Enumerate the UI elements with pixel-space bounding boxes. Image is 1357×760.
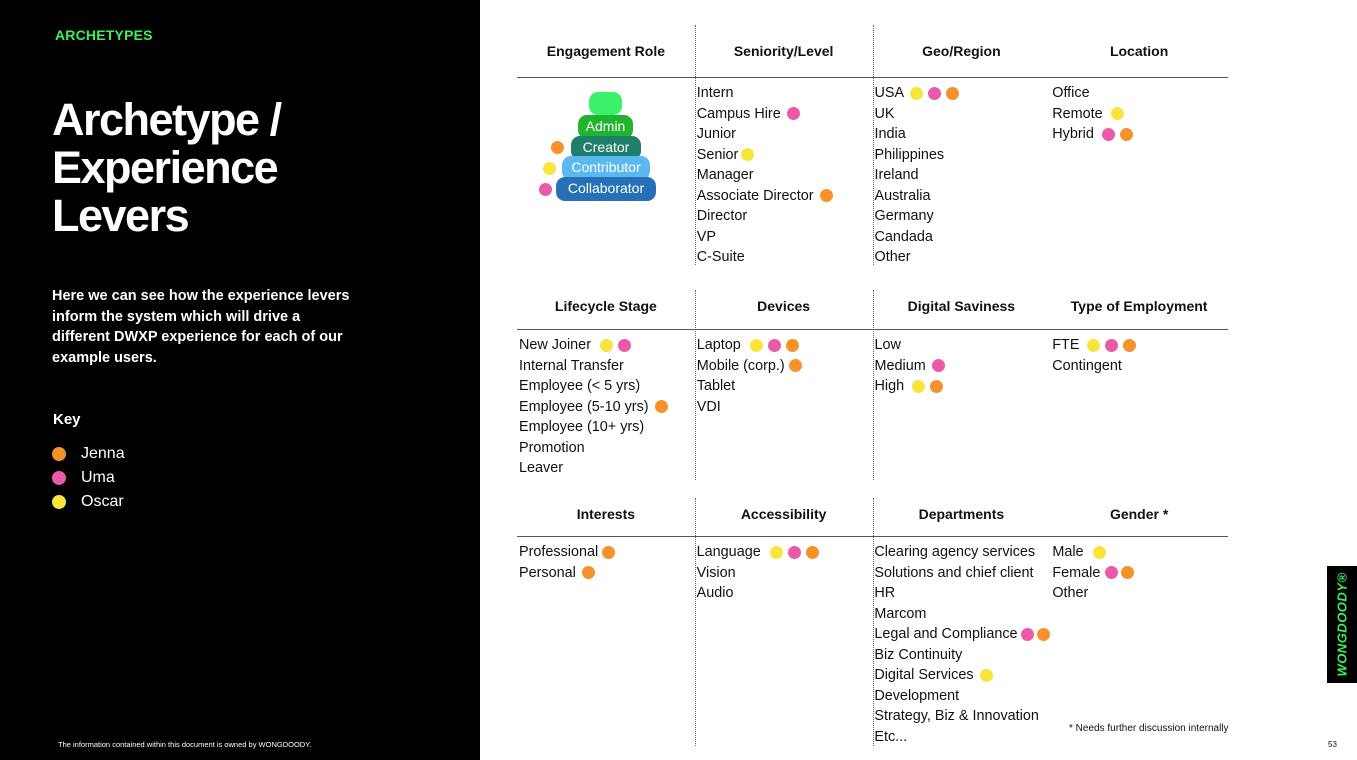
column-heading: Lifecycle Stage xyxy=(554,298,657,314)
lever-section-1 xyxy=(517,25,1228,268)
footnote: * Needs further discussion internally xyxy=(1069,723,1229,734)
list-item: Laptop xyxy=(697,335,873,356)
list-item: Office xyxy=(1052,85,1090,102)
column-heading: Engagement Role xyxy=(546,43,665,59)
page-number: 53 xyxy=(1328,740,1337,749)
list-item: Germany xyxy=(874,208,934,225)
list-item: Low xyxy=(874,337,901,354)
list-item: Employee (5-10 yrs) xyxy=(519,397,695,418)
list-item: Philippines xyxy=(874,146,945,163)
pyramid-level-contributor: Contributor xyxy=(562,156,650,180)
list-item: Male xyxy=(1052,542,1228,563)
key-item-oscar xyxy=(52,490,125,514)
column-heading: Devices xyxy=(757,298,811,314)
section-eyebrow: ARCHETYPES xyxy=(55,27,153,43)
list-item: Mobile (corp.) xyxy=(697,356,873,377)
oscar-dot-icon xyxy=(600,339,613,352)
column-heading: Type of Employment xyxy=(1070,298,1208,314)
list-item: Remote xyxy=(1052,104,1228,125)
list-item: Medium xyxy=(875,356,1051,377)
key-label: Jenna xyxy=(81,445,125,462)
uma-dot-icon xyxy=(539,183,552,196)
list-item: Internal Transfer xyxy=(519,357,624,374)
section-body xyxy=(517,330,1228,479)
list-item: Employee (< 5 yrs) xyxy=(519,378,641,395)
list-item: Associate Director xyxy=(697,186,873,207)
location-column xyxy=(1050,78,1228,268)
title-line: Levers xyxy=(52,190,189,241)
seniority-column xyxy=(695,78,873,268)
column-heading: Gender * xyxy=(1109,506,1169,522)
list-item: High xyxy=(875,376,1051,397)
list-item: Personal xyxy=(519,563,695,584)
pyramid-level-admin: Admin xyxy=(578,115,633,139)
brand-logo xyxy=(1327,566,1357,683)
list-item: VDI xyxy=(696,398,721,415)
column-heading: Location xyxy=(1109,43,1169,59)
left-panel xyxy=(0,0,480,760)
oscar-dot-icon xyxy=(1087,339,1100,352)
section-body xyxy=(517,537,1228,747)
uma-dot-icon xyxy=(1105,339,1118,352)
section-header xyxy=(517,283,1228,330)
jenna-dot-icon xyxy=(1121,566,1134,579)
lever-section-3 xyxy=(517,492,1228,747)
list-item: Marcom xyxy=(874,605,927,622)
list-item: Other xyxy=(1052,585,1089,602)
list-item: Junior xyxy=(696,126,736,143)
list-item: Strategy, Biz & Innovation xyxy=(874,708,1039,725)
list-item: Senior xyxy=(697,145,873,166)
oscar-dot-icon xyxy=(910,87,923,100)
list-item: Etc... xyxy=(874,728,908,745)
oscar-dot-icon xyxy=(543,162,556,175)
title-line: Archetype / xyxy=(52,94,281,145)
list-item: Ireland xyxy=(874,167,919,184)
oscar-dot-icon xyxy=(750,339,763,352)
oscar-dot-icon xyxy=(980,669,993,682)
uma-dot-icon xyxy=(788,546,801,559)
interests-column xyxy=(517,537,695,747)
oscar-dot-icon xyxy=(741,148,754,161)
key-item-uma xyxy=(52,466,125,490)
list-item: Leaver xyxy=(519,460,564,477)
list-item: New Joiner xyxy=(519,335,695,356)
brand-wordmark: WONGDOODY® xyxy=(1334,572,1350,677)
jenna-dot-icon xyxy=(582,566,595,579)
jenna-dot-icon xyxy=(946,87,959,100)
uma-dot-icon xyxy=(1021,628,1034,641)
jenna-dot-icon xyxy=(806,546,819,559)
list-item: UK xyxy=(874,105,895,122)
lever-section-2 xyxy=(517,283,1228,479)
pyramid-level-collaborator: Collaborator xyxy=(556,177,656,201)
list-item: Australia xyxy=(874,187,931,204)
jenna-dot-icon xyxy=(551,141,564,154)
list-item: Manager xyxy=(696,167,754,184)
list-item: Professional xyxy=(519,542,695,563)
list-item: Clearing agency services xyxy=(874,544,1036,561)
pyramid-top-block xyxy=(589,92,622,115)
column-heading: Geo/Region xyxy=(922,43,1001,59)
oscar-dot-icon xyxy=(1093,546,1106,559)
uma-dot-icon xyxy=(1102,128,1115,141)
pyramid-level-creator: Creator xyxy=(571,136,641,160)
list-item: Employee (10+ yrs) xyxy=(519,419,645,436)
list-item: Contingent xyxy=(1052,357,1122,374)
list-item: USA xyxy=(875,83,1051,104)
jenna-dot-icon xyxy=(789,359,802,372)
jenna-dot-icon xyxy=(52,447,66,461)
list-item: Other xyxy=(874,249,911,266)
list-item: Audio xyxy=(696,585,734,602)
list-item: Development xyxy=(874,687,960,704)
column-heading: Accessibility xyxy=(740,506,827,522)
list-item: Director xyxy=(696,208,748,225)
digital-saviness-column xyxy=(873,330,1051,479)
list-item: Candada xyxy=(874,228,933,245)
lifecycle-column xyxy=(517,330,695,479)
section-body xyxy=(517,78,1228,268)
column-heading: Departments xyxy=(918,506,1005,522)
list-item: HR xyxy=(874,585,896,602)
jenna-dot-icon xyxy=(602,546,615,559)
list-item: VP xyxy=(696,228,716,245)
list-item: Tablet xyxy=(696,378,736,395)
jenna-dot-icon xyxy=(1123,339,1136,352)
list-item: Hybrid xyxy=(1052,124,1228,145)
engagement-role-column xyxy=(517,78,695,268)
list-item: Vision xyxy=(696,564,736,581)
list-item: India xyxy=(874,126,906,143)
uma-dot-icon xyxy=(932,359,945,372)
section-header xyxy=(517,25,1228,78)
list-item: Biz Continuity xyxy=(874,646,963,663)
key-item-jenna xyxy=(52,442,125,466)
list-item: C-Suite xyxy=(696,249,745,266)
employment-type-column xyxy=(1050,330,1228,479)
column-heading: Digital Saviness xyxy=(907,298,1016,314)
oscar-dot-icon xyxy=(1111,107,1124,120)
uma-dot-icon xyxy=(787,107,800,120)
page-title xyxy=(52,96,432,240)
uma-dot-icon xyxy=(928,87,941,100)
section-header xyxy=(517,492,1228,537)
key-label: Uma xyxy=(81,469,115,486)
column-heading: Interests xyxy=(576,506,636,522)
key-label: Oscar xyxy=(81,493,124,510)
oscar-dot-icon xyxy=(770,546,783,559)
list-item: Intern xyxy=(696,85,734,102)
list-item: FTE xyxy=(1052,335,1228,356)
departments-column xyxy=(872,537,1050,747)
jenna-dot-icon xyxy=(820,189,833,202)
list-item: Legal and Compliance xyxy=(874,624,1050,645)
key-heading: Key xyxy=(53,411,81,428)
title-line: Experience xyxy=(52,142,278,193)
geo-region-column xyxy=(873,78,1051,268)
oscar-dot-icon xyxy=(52,495,66,509)
list-item: Female xyxy=(1052,563,1228,584)
accessibility-column xyxy=(695,537,873,747)
list-item: Solutions and chief client xyxy=(874,564,1034,581)
jenna-dot-icon xyxy=(655,400,668,413)
ownership-note: The information contained within this document is owned by WONGDOODY. xyxy=(58,740,312,749)
list-item: Digital Services xyxy=(874,665,1050,686)
list-item: Campus Hire xyxy=(697,104,873,125)
column-heading: Seniority/Level xyxy=(733,43,834,59)
key-list xyxy=(52,442,125,514)
jenna-dot-icon xyxy=(1120,128,1133,141)
gender-column xyxy=(1050,537,1228,747)
intro-text: Here we can see how the experience levers inform the system which will drive a different DWXP experience for each of our example users. xyxy=(52,288,350,366)
uma-dot-icon xyxy=(1105,566,1118,579)
jenna-dot-icon xyxy=(930,380,943,393)
uma-dot-icon xyxy=(618,339,631,352)
oscar-dot-icon xyxy=(912,380,925,393)
jenna-dot-icon xyxy=(786,339,799,352)
list-item: Language xyxy=(697,542,873,563)
jenna-dot-icon xyxy=(1037,628,1050,641)
uma-dot-icon xyxy=(52,471,66,485)
uma-dot-icon xyxy=(768,339,781,352)
devices-column xyxy=(695,330,873,479)
role-pyramid xyxy=(519,83,695,223)
list-item: Promotion xyxy=(519,439,585,456)
